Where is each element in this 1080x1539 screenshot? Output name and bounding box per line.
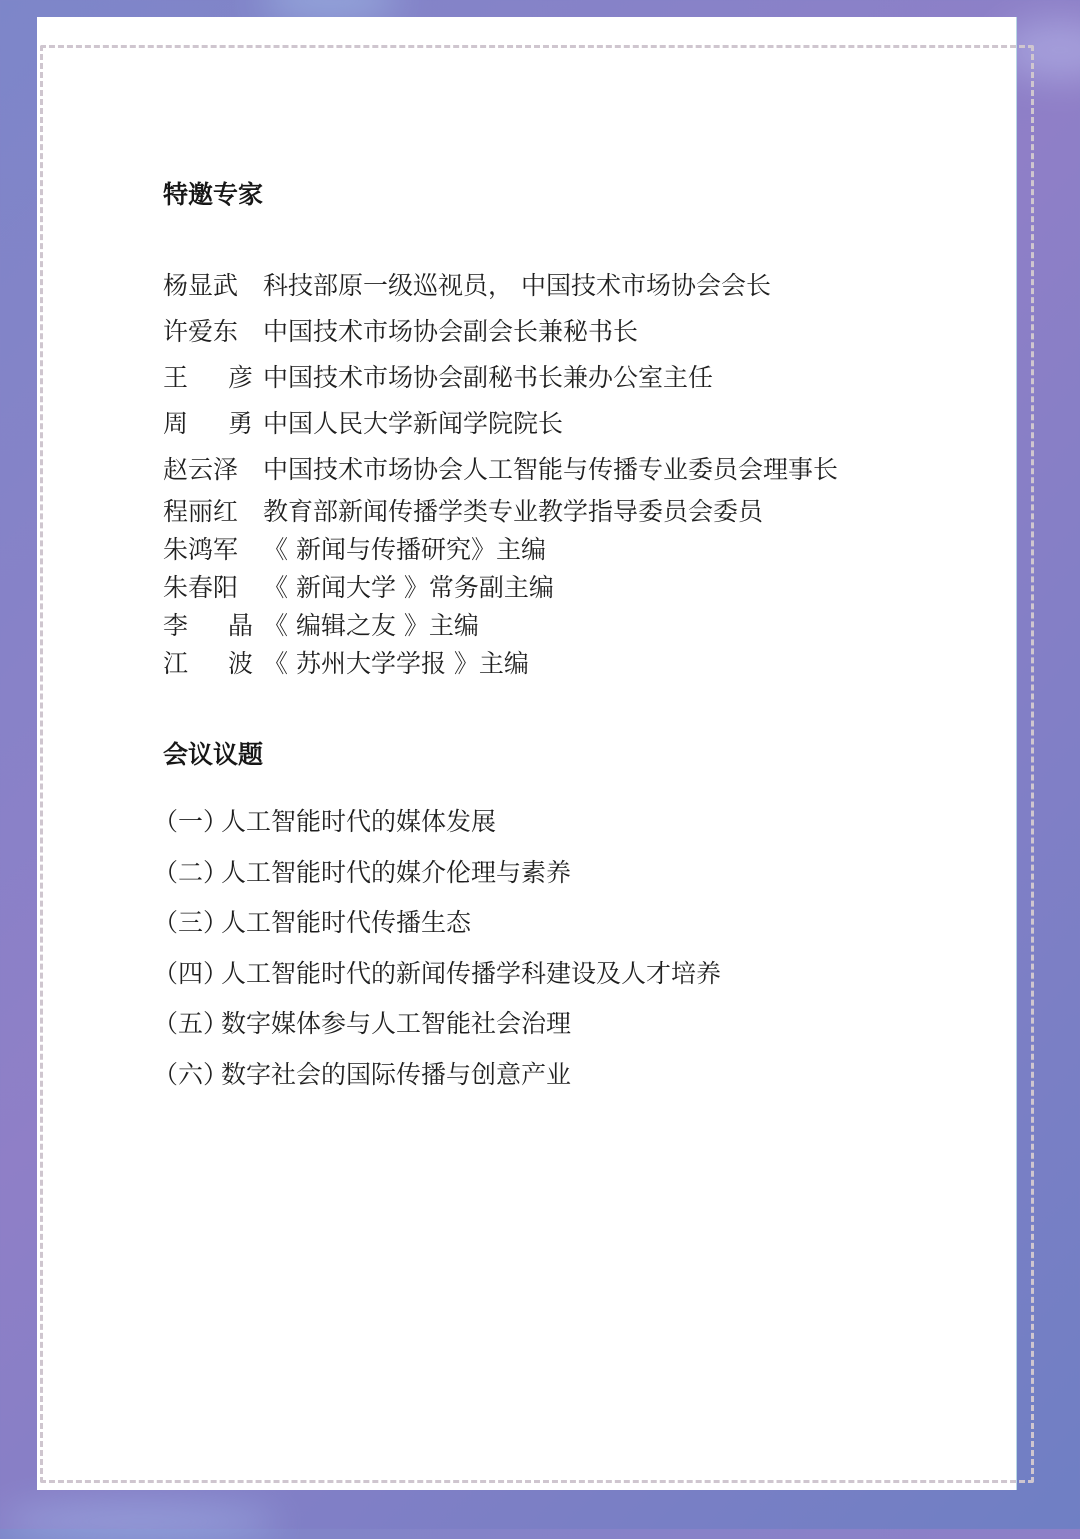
topic-row xyxy=(153,898,923,949)
document-page xyxy=(37,17,1017,1490)
topics-list xyxy=(153,797,923,1100)
expert-name: 李 晶 xyxy=(163,611,269,640)
topic-row xyxy=(153,797,923,848)
experts-heading: 特邀专家 xyxy=(163,180,264,209)
expert-row xyxy=(163,401,923,447)
expert-name: 江 波 xyxy=(163,649,269,678)
topic-number: （三） xyxy=(153,908,229,938)
expert-row xyxy=(163,531,923,569)
topic-number: （五） xyxy=(153,1009,229,1039)
expert-name: 赵云泽 xyxy=(163,455,239,484)
expert-role: 科技部原一级巡视员， 中国技术市场协会会长 xyxy=(263,271,771,300)
topic-number: （四） xyxy=(153,958,229,988)
topic-text: 人工智能时代的新闻传播学科建设及人才培养 xyxy=(221,958,722,988)
expert-name: 王 彦 xyxy=(163,363,269,392)
expert-role: 教育部新闻传播学类专业教学指导委员会委员 xyxy=(263,497,764,526)
topic-text: 人工智能时代的媒体发展 xyxy=(221,807,497,837)
expert-role: 中国技术市场协会副秘书长兼办公室主任 xyxy=(263,363,714,392)
expert-name: 周 勇 xyxy=(163,409,269,438)
topic-text: 人工智能时代的媒介伦理与素养 xyxy=(221,857,572,887)
expert-role: 《 苏州大学学报 》主编 xyxy=(263,649,529,678)
topic-row xyxy=(153,999,923,1050)
topic-text: 人工智能时代传播生态 xyxy=(221,908,472,938)
topic-number: （二） xyxy=(153,857,229,887)
expert-row xyxy=(163,447,923,493)
expert-role: 中国技术市场协会人工智能与传播专业委员会理事长 xyxy=(263,455,839,484)
topic-row xyxy=(153,1050,923,1101)
expert-row xyxy=(163,569,923,607)
expert-row xyxy=(163,355,923,401)
topic-row xyxy=(153,848,923,899)
expert-role: 《 新闻与传播研究》主编 xyxy=(263,535,546,564)
expert-row xyxy=(163,493,923,531)
expert-row xyxy=(163,263,923,309)
expert-role: 《 编辑之友 》主编 xyxy=(263,611,479,640)
expert-name: 朱鸿军 xyxy=(163,535,239,564)
background-glow-bottom xyxy=(0,1504,280,1539)
expert-name: 程丽红 xyxy=(163,497,239,526)
topic-text: 数字社会的国际传播与创意产业 xyxy=(221,1059,572,1089)
expert-role: 中国技术市场协会副会长兼秘书长 xyxy=(263,317,639,346)
expert-row xyxy=(163,645,923,683)
topic-number: （六） xyxy=(153,1059,229,1089)
expert-name: 朱春阳 xyxy=(163,573,239,602)
expert-row xyxy=(163,607,923,645)
expert-name: 杨显武 xyxy=(163,271,239,300)
topic-number: （一） xyxy=(153,807,229,837)
expert-name: 许爱东 xyxy=(163,317,239,346)
document-content xyxy=(153,175,923,1100)
expert-role: 《 新闻大学 》常务副主编 xyxy=(263,573,554,602)
expert-role: 中国人民大学新闻学院院长 xyxy=(263,409,564,438)
topic-text: 数字媒体参与人工智能社会治理 xyxy=(221,1009,572,1039)
topic-row xyxy=(153,949,923,1000)
experts-list xyxy=(163,263,923,683)
expert-row xyxy=(163,309,923,355)
topics-heading: 会议议题 xyxy=(163,740,264,769)
